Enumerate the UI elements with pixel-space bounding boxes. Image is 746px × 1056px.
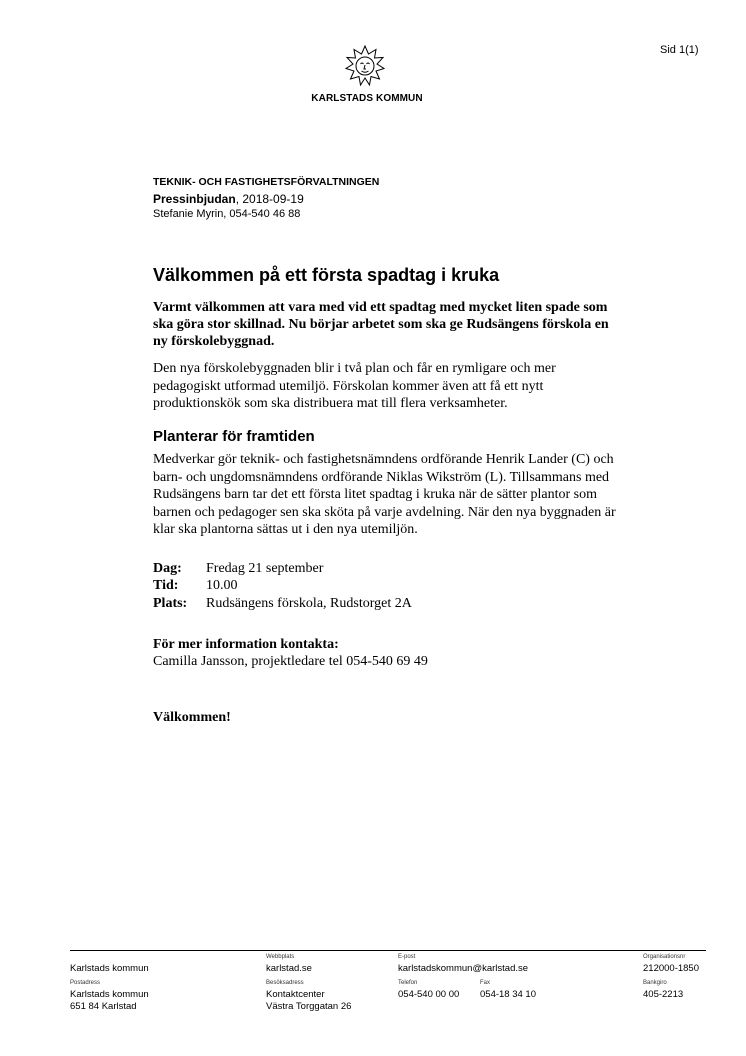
body-paragraph-1: Den nya förskolebyggnaden blir i två plan och får en rymligare och mer pedagogiskt utformad utemiljö. Förskolan kommer även att få ett nytt produktionskök som ska distribuera mat till flera verksamheter. xyxy=(153,361,556,411)
footer-visit-line2: Västra Torggatan 26 xyxy=(266,1001,352,1012)
footer-fax-label: Fax xyxy=(480,980,491,986)
sun-face-emblem-icon xyxy=(343,44,387,88)
footer-post-line1: Karlstads kommun xyxy=(70,989,149,1000)
footer-divider xyxy=(70,950,706,951)
event-day-value: Fredag 21 september xyxy=(206,561,324,576)
footer-web-link[interactable]: karlstad.se xyxy=(266,963,312,974)
press-contact: Stefanie Myrin, 054-540 46 88 xyxy=(153,208,301,220)
footer-org-name: Karlstads kommun xyxy=(70,963,149,974)
more-info-contact: Camilla Jansson, projektledare tel 054-540 69 49 xyxy=(153,654,428,669)
page-number: Sid 1(1) xyxy=(660,44,699,56)
doc-date: , 2018-09-19 xyxy=(235,192,304,206)
footer-post-line2: 651 84 Karlstad xyxy=(70,1001,137,1012)
footer-web-label: Webbplats xyxy=(266,954,295,960)
footer-phone-label: Telefon xyxy=(398,980,418,986)
event-time-label: Tid: xyxy=(153,578,179,593)
more-info-title: För mer information kontakta: xyxy=(153,637,339,652)
event-place-row xyxy=(153,596,412,612)
subheading: Planterar för framtiden xyxy=(153,428,315,445)
body-paragraph-2: Medverkar gör teknik- och fastighetsnämndens ordförande Henrik Lander (C) och barn- och ungdomsnämndens ordförande Niklas Wikström (L). Tillsammans med Rudsängens barn tar det ett första litet spadtag i kruka när de sätter plantor som barnen och pedagoger sen ska sköta på varje avdelning. När den nya byggnaden är klar ska plantorna sättas ut i den nya utemiljön. xyxy=(153,452,616,537)
event-place-value: Rudsängens förskola, Rudstorget 2A xyxy=(206,596,412,611)
doc-type: Pressinbjudan xyxy=(153,192,236,206)
event-day-row xyxy=(153,561,323,577)
department-name: TEKNIK- OCH FASTIGHETSFÖRVALTNINGEN xyxy=(153,176,380,188)
footer-orgnr-value: 212000-1850 xyxy=(643,963,699,974)
footer-visit-label: Besöksadress xyxy=(266,980,304,986)
footer-fax-value: 054-18 34 10 xyxy=(480,989,536,1000)
event-place-label: Plats: xyxy=(153,596,188,611)
event-time-value: 10.00 xyxy=(206,578,238,593)
footer-bankgiro-value: 405-2213 xyxy=(643,989,684,1000)
closing-text: Välkommen! xyxy=(153,710,231,725)
logo-text: KARLSTADS KOMMUN xyxy=(311,93,423,104)
footer-phone-value: 054-540 00 00 xyxy=(398,989,460,1000)
footer-post-label: Postadress xyxy=(70,980,101,986)
press-line xyxy=(153,192,304,206)
lead-paragraph: Varmt välkommen att vara med vid ett spadtag med mycket liten spade som ska göra stor skillnad. Nu börjar arbetet som ska ge Rudsängens förskola en ny förskolebyggnad. xyxy=(153,300,609,349)
footer-email-link[interactable]: karlstadskommun@karlstad.se xyxy=(398,963,529,974)
headline: Välkommen på ett första spadtag i kruka xyxy=(153,265,500,285)
footer-email-label: E-post xyxy=(398,954,416,960)
event-time-row xyxy=(153,578,238,594)
footer-visit-line1: Kontaktcenter xyxy=(266,989,325,1000)
footer-bankgiro-label: Bankgiro xyxy=(643,980,667,986)
footer-orgnr-label: Organisationsnr xyxy=(643,954,686,960)
event-day-label: Dag: xyxy=(153,561,182,576)
